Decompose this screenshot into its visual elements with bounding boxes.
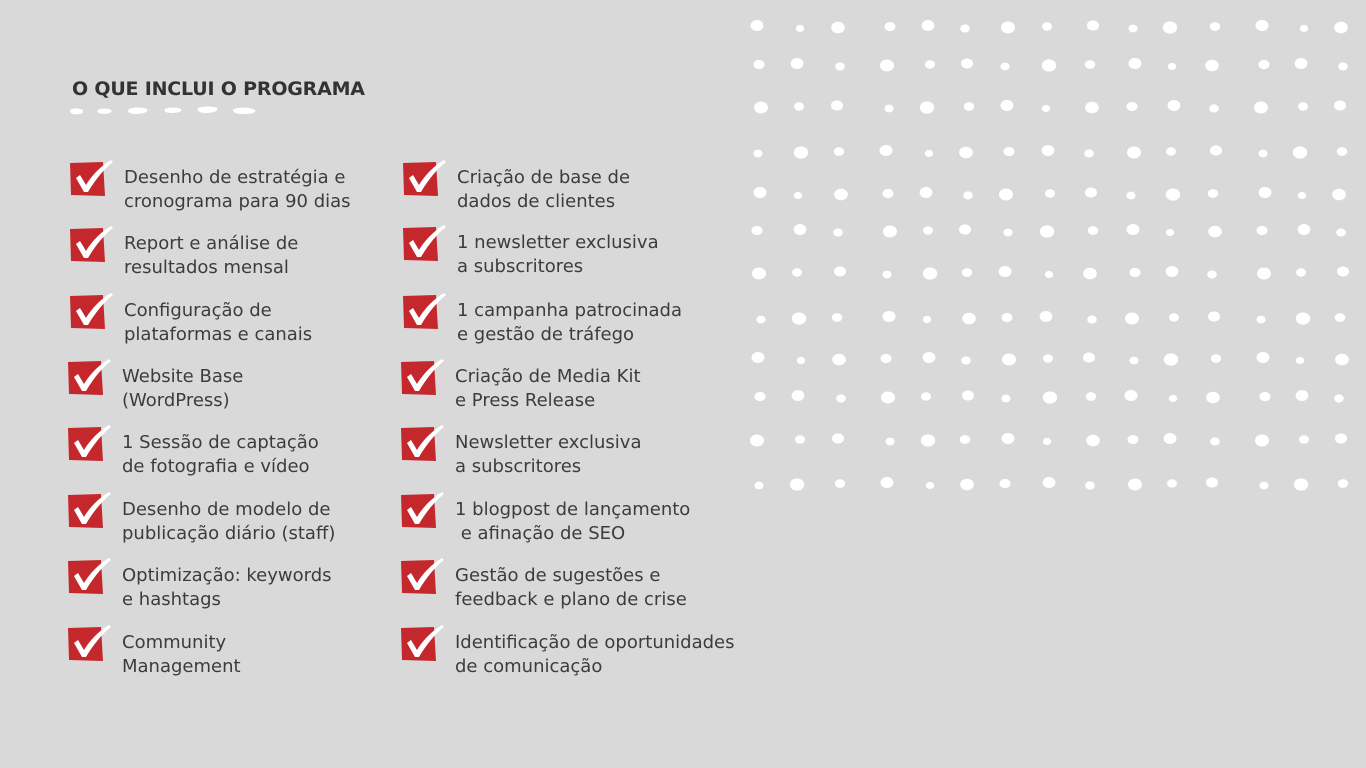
decorative-dot	[1040, 225, 1054, 237]
decorative-dot	[1125, 313, 1139, 325]
decorative-dot	[1125, 390, 1138, 401]
decorative-dot	[1042, 22, 1052, 31]
decorative-dot	[1296, 390, 1309, 401]
decorative-dot	[1169, 395, 1177, 402]
decorative-dot	[1257, 268, 1271, 280]
decorative-dot	[1045, 271, 1053, 278]
decorative-dot	[1166, 188, 1180, 200]
decorative-dot	[792, 390, 805, 401]
list-item	[399, 491, 729, 543]
decorative-dot	[1168, 63, 1176, 70]
decorative-dot	[1085, 102, 1099, 114]
decorative-dot	[920, 187, 933, 198]
decorative-dot	[1207, 270, 1217, 278]
item-text: 1 Sessão de captação de fotografia e vídeo	[122, 432, 319, 477]
item-text: Configuração de plataformas e canais	[124, 300, 313, 345]
decorative-dot	[960, 479, 974, 491]
decorative-dot	[1001, 100, 1014, 111]
decorative-dot	[920, 101, 934, 113]
checkbox-check-icon	[401, 224, 447, 264]
decorative-dot	[1206, 477, 1218, 487]
decorative-dot	[1300, 25, 1308, 32]
item-text: Identificação de oportunidades de comunicação	[455, 632, 735, 677]
decorative-dot	[880, 145, 893, 156]
decorative-dot	[1127, 224, 1140, 235]
checkbox-check-icon	[401, 159, 447, 199]
decorative-dot	[1336, 228, 1346, 236]
decorative-dot	[792, 312, 806, 324]
decorative-dot	[754, 60, 765, 69]
decorative-dot	[1083, 352, 1095, 362]
decorative-dot	[1209, 104, 1219, 112]
checkbox-check-icon	[399, 624, 445, 664]
decorative-dot	[1000, 479, 1011, 488]
decorative-dot	[882, 271, 891, 279]
decorative-dot	[999, 189, 1013, 201]
list-item	[68, 159, 398, 211]
decorative-dot	[1043, 354, 1053, 363]
decorative-dot	[1293, 146, 1307, 158]
decorative-dot	[962, 268, 972, 277]
decorative-dot	[1042, 59, 1056, 71]
decorative-dot	[1045, 189, 1055, 198]
decorative-dot	[1210, 437, 1220, 445]
checkbox-check-icon	[399, 557, 445, 597]
item-text: Newsletter exclusiva a subscritores	[455, 432, 642, 477]
decorative-dot	[1334, 394, 1344, 402]
decorative-dot	[921, 434, 935, 446]
decorative-dot	[1260, 392, 1271, 401]
decorative-dot	[925, 60, 935, 69]
decorative-dot	[1040, 311, 1053, 322]
page-title: O QUE INCLUI O PROGRAMA	[72, 78, 365, 100]
decorative-dot	[1043, 477, 1056, 488]
decorative-dot	[1338, 479, 1348, 488]
decorative-dot	[1167, 479, 1177, 488]
decorative-dot	[1256, 316, 1265, 324]
decorative-dot	[1257, 352, 1270, 363]
decorative-dot	[831, 100, 843, 110]
decorative-dot	[1085, 187, 1097, 197]
decorative-dot	[1163, 21, 1177, 33]
decorative-dot	[833, 228, 843, 236]
decorative-dot	[1296, 268, 1306, 277]
decorative-dot	[1259, 187, 1272, 198]
decorative-dot	[1335, 433, 1347, 443]
decorative-dot	[1211, 354, 1221, 363]
decorative-dot	[834, 189, 848, 201]
decorative-dot	[1296, 357, 1304, 364]
item-text: Desenho de modelo de publicação diário (staff)	[122, 499, 336, 544]
decorative-dot	[923, 267, 937, 279]
item-text: Gestão de sugestões e feedback e plano de crise	[455, 565, 687, 610]
list-item	[66, 491, 396, 543]
decorative-dot	[923, 316, 931, 323]
checkbox-check-icon	[399, 491, 445, 531]
item-text: Website Base (WordPress)	[122, 366, 244, 411]
decorative-dot	[794, 224, 807, 235]
decorative-dot	[1169, 313, 1179, 322]
decorative-dot	[1002, 433, 1015, 444]
list-item	[401, 159, 731, 211]
decorative-dot	[831, 22, 845, 34]
decorative-dot	[883, 226, 897, 238]
decorative-dot	[1166, 229, 1174, 236]
decorative-dot	[797, 357, 805, 364]
decorative-dot	[790, 478, 804, 490]
decorative-dot	[959, 224, 971, 234]
decorative-dot	[1208, 311, 1220, 321]
decorative-dot	[1208, 189, 1218, 198]
decorative-dot	[835, 62, 845, 70]
decorative-dot	[1295, 58, 1308, 69]
decorative-dot	[1210, 145, 1222, 155]
list-item	[401, 292, 731, 344]
decorative-dot	[1043, 438, 1051, 445]
checkbox-check-icon	[68, 159, 114, 199]
decorative-dot	[795, 435, 805, 444]
decorative-dot	[999, 266, 1012, 277]
decorative-dot	[1126, 192, 1135, 200]
decorative-dot	[1257, 226, 1268, 235]
decorative-dot	[1298, 192, 1306, 199]
decorative-dot	[961, 356, 971, 364]
decorative-dot	[1208, 226, 1222, 238]
decorative-dot	[1001, 395, 1010, 403]
decorative-dot	[1042, 145, 1055, 156]
decorative-dot	[1164, 353, 1178, 365]
decorative-dot	[1004, 147, 1015, 156]
decorative-dot	[791, 58, 804, 69]
item-text: 1 blogpost de lançamento e afinação de SEO	[455, 499, 691, 544]
decorative-dot	[960, 24, 970, 32]
decorative-dot	[1085, 60, 1095, 69]
decorative-dot	[1334, 22, 1348, 34]
item-text: Community Management	[122, 632, 241, 677]
decorative-dot	[1003, 229, 1012, 237]
checkbox-check-icon	[66, 557, 112, 597]
decorative-dot	[1127, 102, 1138, 111]
decorative-dot	[1259, 482, 1268, 490]
item-text: 1 campanha patrocinada e gestão de tráfego	[457, 300, 682, 345]
decorative-dot	[1002, 313, 1013, 322]
item-text: Criação de base de dados de clientes	[457, 167, 631, 212]
decorative-dot	[836, 394, 846, 402]
decorative-dot	[960, 435, 970, 444]
decorative-dot	[753, 150, 762, 158]
decorative-dot	[1337, 147, 1347, 156]
decorative-dot	[1205, 60, 1219, 72]
checkbox-check-icon	[66, 491, 112, 531]
decorative-dot	[959, 147, 973, 159]
dot-pattern	[745, 10, 1355, 500]
decorative-dot	[923, 226, 933, 235]
decorative-dot	[1129, 58, 1142, 69]
decorative-dot	[881, 392, 895, 404]
decorative-dot	[1255, 435, 1269, 447]
decorative-dot	[832, 433, 844, 443]
decorative-dot	[1210, 22, 1220, 31]
decorative-dot	[883, 311, 896, 322]
decorative-dot	[925, 150, 933, 157]
list-item	[66, 624, 396, 676]
decorative-dot	[835, 479, 845, 488]
checkbox-check-icon	[401, 292, 447, 332]
decorative-dot	[1335, 313, 1345, 322]
decorative-dot	[883, 189, 894, 198]
decorative-dot	[1206, 392, 1220, 404]
decorative-dot	[1087, 20, 1099, 30]
decorative-dot	[1258, 150, 1267, 158]
decorative-dot	[1298, 102, 1308, 111]
decorative-dot	[885, 438, 894, 446]
decorative-dot	[1043, 391, 1057, 403]
decorative-dot	[1129, 357, 1138, 365]
item-text: Report e análise de resultados mensal	[124, 233, 299, 278]
decorative-dot	[1256, 20, 1269, 31]
decorative-dot	[1296, 312, 1310, 324]
decorative-dot	[885, 22, 896, 31]
decorative-dot	[754, 482, 763, 490]
decorative-dot	[1084, 149, 1094, 157]
checkbox-check-icon	[66, 358, 112, 398]
decorative-dot	[752, 352, 765, 363]
decorative-dot	[1086, 435, 1100, 447]
decorative-dot	[1085, 481, 1095, 489]
list-item	[66, 358, 396, 410]
decorative-dot	[963, 191, 973, 199]
decorative-dot	[881, 477, 894, 488]
list-item	[401, 224, 731, 276]
decorative-dot	[1254, 102, 1268, 114]
decorative-dot	[832, 313, 842, 322]
decorative-dot	[834, 266, 846, 276]
decorative-dot	[1087, 315, 1097, 323]
list-item	[399, 624, 735, 677]
decorative-dot	[962, 390, 974, 400]
checkbox-check-icon	[399, 424, 445, 464]
decorative-dot	[794, 102, 804, 111]
decorative-dot	[794, 192, 802, 199]
decorative-dot	[834, 147, 844, 156]
item-text: Optimização: keywords e hashtags	[122, 565, 332, 610]
decorative-dot	[881, 354, 892, 363]
decorative-dot	[754, 102, 768, 114]
item-text: 1 newsletter exclusiva a subscritores	[457, 232, 659, 277]
list-item	[66, 557, 396, 609]
decorative-dot	[1164, 433, 1177, 444]
checkbox-check-icon	[66, 624, 112, 664]
list-item	[66, 424, 396, 476]
decorative-dot	[923, 352, 936, 363]
decorative-dot	[1294, 478, 1308, 490]
decorative-dot	[1338, 62, 1348, 70]
decorative-dot	[964, 102, 974, 111]
decorative-dot	[1083, 268, 1097, 280]
decorative-dot	[792, 268, 802, 277]
decorative-dot	[1298, 224, 1311, 235]
decorative-dot	[1127, 147, 1141, 159]
decorative-dot	[1259, 60, 1270, 69]
decorative-dot	[1299, 435, 1309, 444]
decorative-dot	[751, 20, 764, 31]
dashed-underline	[68, 104, 263, 118]
decorative-dot	[832, 354, 846, 366]
decorative-dot	[794, 146, 808, 158]
item-text: Desenho de estratégia e cronograma para 90 dias	[124, 167, 351, 212]
decorative-dot	[961, 58, 973, 68]
decorative-dot	[796, 25, 804, 32]
decorative-dot	[1166, 147, 1176, 156]
decorative-dot	[1332, 189, 1346, 201]
decorative-dot	[1334, 100, 1346, 110]
decorative-dot	[1000, 63, 1009, 71]
decorative-dot	[1128, 435, 1139, 444]
decorative-dot	[1088, 226, 1098, 235]
list-item	[68, 225, 398, 277]
item-text: Criação de Media Kit e Press Release	[455, 366, 641, 411]
list-item	[399, 358, 729, 410]
decorative-dot	[1128, 479, 1142, 491]
decorative-dot	[921, 392, 931, 401]
decorative-dot	[1042, 105, 1050, 112]
decorative-dot	[1337, 266, 1349, 276]
checkbox-check-icon	[399, 358, 445, 398]
decorative-dot	[1168, 100, 1181, 111]
checkbox-check-icon	[68, 292, 114, 332]
decorative-dot	[1166, 266, 1179, 277]
decorative-dot	[884, 105, 893, 113]
decorative-dot	[1086, 392, 1096, 401]
decorative-dot	[1002, 354, 1016, 366]
decorative-dot	[1001, 22, 1015, 34]
decorative-dot	[926, 482, 934, 489]
decorative-dot	[1335, 354, 1349, 366]
decorative-dot	[1128, 25, 1137, 33]
checkbox-check-icon	[66, 424, 112, 464]
decorative-dot	[922, 20, 935, 31]
decorative-dot	[962, 313, 976, 325]
list-item	[68, 292, 398, 344]
decorative-dot	[1130, 268, 1141, 277]
list-item	[399, 557, 729, 609]
checkbox-check-icon	[68, 225, 114, 265]
decorative-dot	[880, 60, 894, 72]
list-item	[399, 424, 729, 476]
